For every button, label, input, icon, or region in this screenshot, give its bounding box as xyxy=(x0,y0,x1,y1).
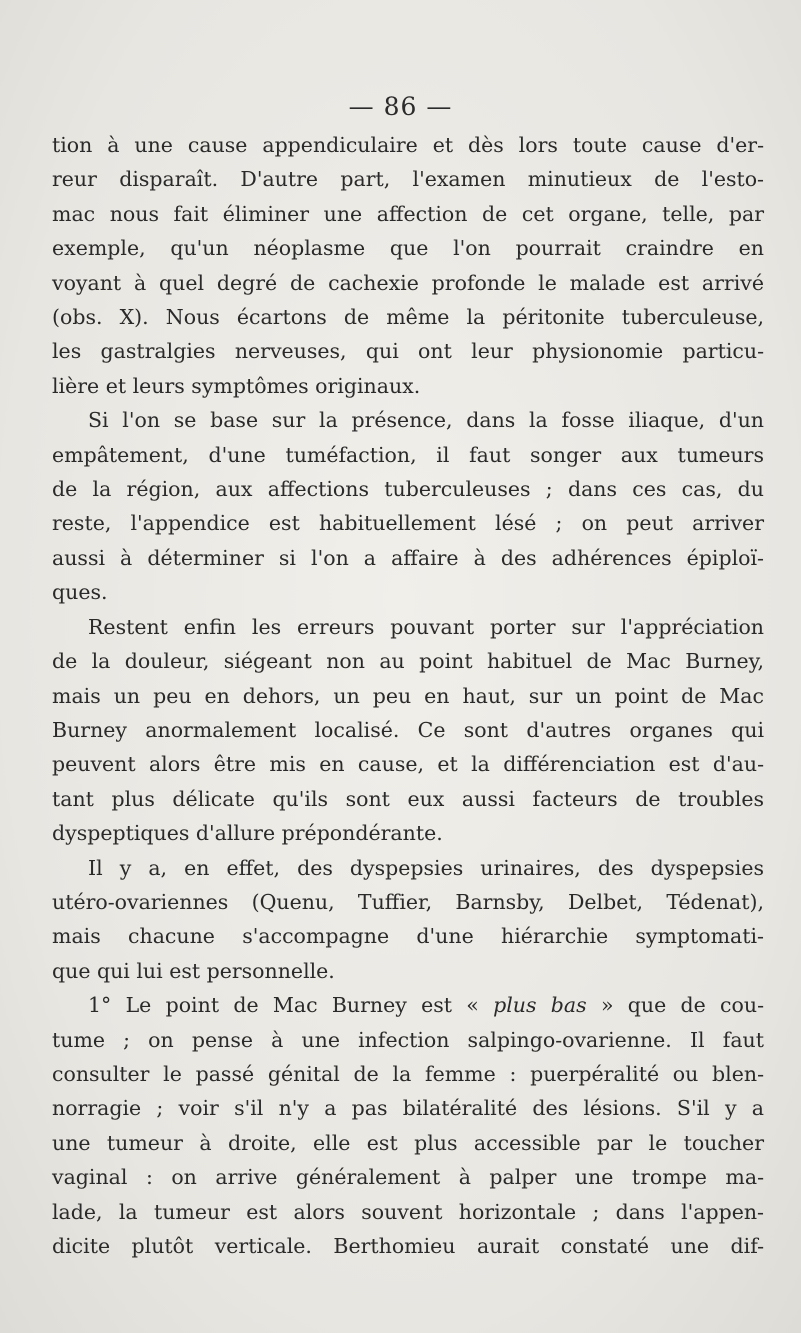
text-line: consulter le passé génital de la femme : puerpéralité ou blen- xyxy=(52,1061,764,1086)
text-line: lade, la tumeur est alors souvent horizontale ; dans l'appen- xyxy=(52,1199,764,1224)
text-line: mais chacune s'accompagne d'une hiérarchie symptomati- xyxy=(52,924,764,949)
text-line: Burney anormalement localisé. Ce sont d'autres organes qui xyxy=(52,717,764,742)
text-line: dicite plutôt verticale. Berthomieu aurait constaté une dif- xyxy=(52,1234,764,1258)
text-line: Si l'on se base sur la présence, dans la fosse iliaque, d'un xyxy=(88,408,764,433)
text-segment: 1° Le point de Mac Burney est « xyxy=(88,993,494,1018)
text-line: les gastralgies nerveuses, qui ont leur physionomie particu- xyxy=(52,339,764,364)
text-segment: » que de cou- xyxy=(586,993,764,1018)
text-line: peuvent alors être mis en cause, et la différenciation est d'au- xyxy=(52,752,764,777)
paragraph xyxy=(52,988,764,1263)
text-line: norragie ; voir s'il n'y a pas bilatéralité des lésions. S'il y a xyxy=(52,1096,764,1121)
text-line: vaginal : on arrive généralement à palper une trompe ma- xyxy=(52,1165,764,1190)
text-line: aussi à déterminer si l'on a affaire à des adhérences épiploï- xyxy=(52,545,764,570)
text-line: Il y a, en effet, des dyspepsies urinaires, des dyspepsies xyxy=(88,855,764,880)
text-line: mais un peu en dehors, un peu en haut, sur un point de Mac xyxy=(52,683,764,708)
paragraph xyxy=(52,610,764,851)
text-line: de la région, aux affections tuberculeuses ; dans ces cas, du xyxy=(52,477,764,502)
text-line: que qui lui est personnelle. xyxy=(52,958,335,983)
text-line xyxy=(52,988,764,1022)
paragraph xyxy=(52,128,764,403)
text-line: une tumeur à droite, elle est plus accessible par le toucher xyxy=(52,1130,764,1155)
text-line: utéro-ovariennes (Quenu, Tuffier, Barnsby, Delbet, Tédenat), xyxy=(52,889,764,914)
body-text xyxy=(52,128,764,1263)
text-line: lière et leurs symptômes originaux. xyxy=(52,373,421,398)
text-line: tant plus délicate qu'ils sont eux aussi facteurs de troubles xyxy=(52,786,764,811)
page-number: — 86 — xyxy=(348,92,453,121)
text-line: reur disparaît. D'autre part, l'examen minutieux de l'esto- xyxy=(52,167,764,192)
text-line: ques. xyxy=(52,580,108,605)
text-line: dyspeptiques d'allure prépondérante. xyxy=(52,821,443,846)
emphasis-text: plus bas xyxy=(493,993,587,1018)
text-line: Restent enfin les erreurs pouvant porter sur l'appréciation xyxy=(88,614,764,639)
text-line: exemple, qu'un néoplasme que l'on pourrait craindre en xyxy=(52,236,764,261)
text-line: de la douleur, siégeant non au point habituel de Mac Burney, xyxy=(52,649,764,674)
text-line: (obs. X). Nous écartons de même la péritonite tuberculeuse, xyxy=(52,305,764,330)
text-line: tume ; on pense à une infection salpingo-ovarienne. Il faut xyxy=(52,1027,764,1052)
text-line: tion à une cause appendiculaire et dès lors toute cause d'er- xyxy=(52,133,764,157)
paragraph xyxy=(52,403,764,609)
text-line: empâtement, d'une tuméfaction, il faut songer aux tumeurs xyxy=(52,442,764,467)
paragraph xyxy=(52,851,764,989)
text-line: mac nous fait éliminer une affection de cet organe, telle, par xyxy=(52,201,764,226)
text-line: reste, l'appendice est habituellement lésé ; on peut arriver xyxy=(52,511,764,536)
text-line: voyant à quel degré de cachexie profonde le malade est arrivé xyxy=(52,270,764,295)
